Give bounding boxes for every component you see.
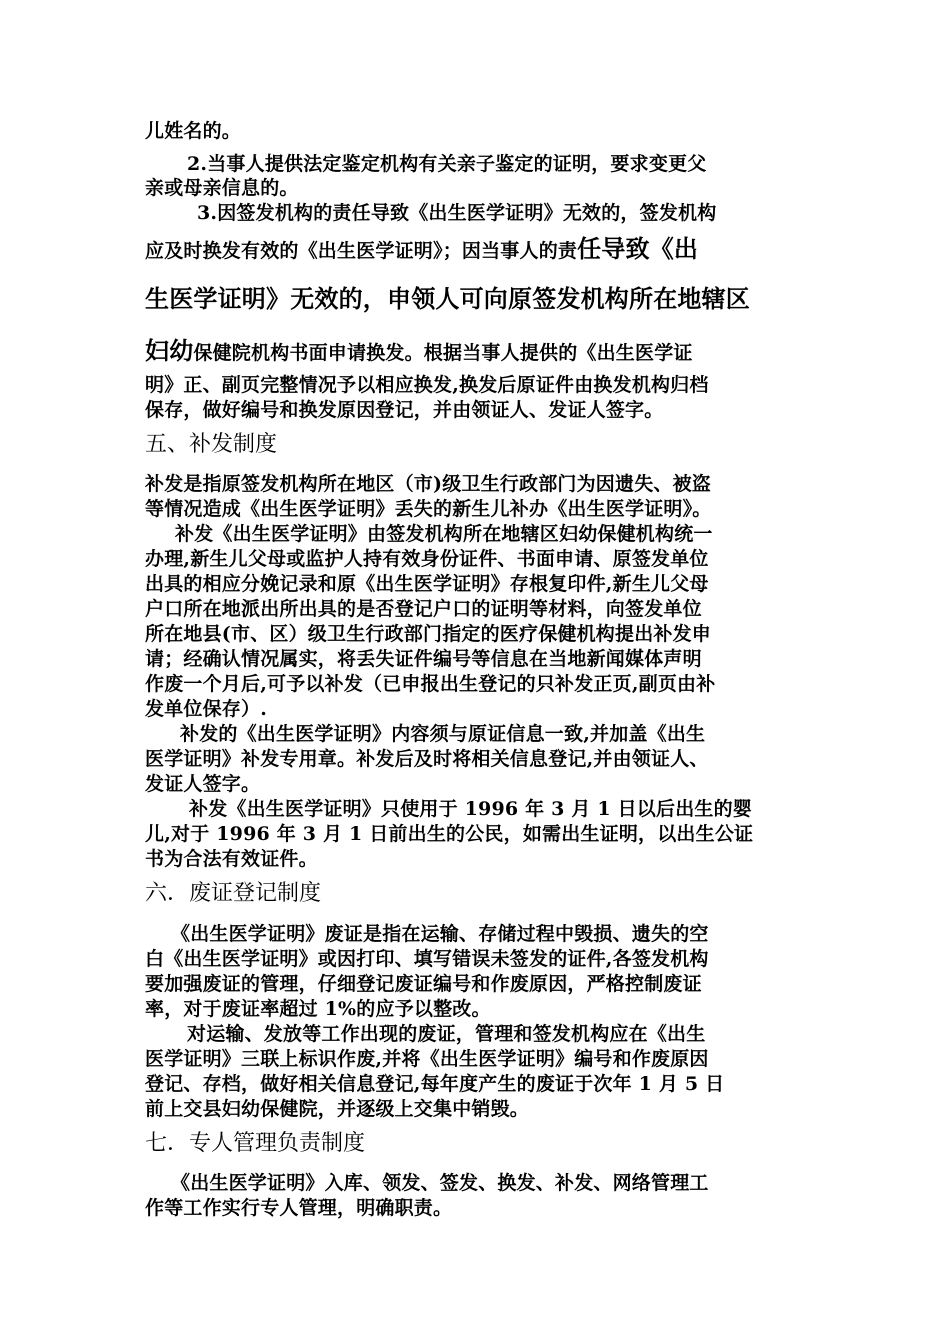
paragraph-line: 明》正、副页完整情况予以相应换发,换发后原证件由换发机构归档 [145,374,709,396]
line-segment: 保健院机构书面申请换发。根据当事人提供的《出生医学证 [193,342,693,364]
paragraph-line: 白《出生医学证明》或因打印、填写错误未签发的证件,各签发机构 [145,948,709,970]
paragraph-line: 出具的相应分娩记录和原《出生医学证明》存根复印件,新生儿父母 [145,573,709,595]
paragraph-line-mixed [145,336,815,366]
paragraph-line: 户口所在地派出所出具的是否登记户口的证明等材料，向签发单位 [145,598,702,620]
paragraph-line: 医学证明》补发专用章。补发后及时将相关信息登记,并由领证人、 [145,748,709,770]
paragraph-line: 发单位保存）. [145,698,268,720]
paragraph-line: 所在地县(市、区）级卫生行政部门指定的医疗保健机构提出补发申 [145,623,711,645]
paragraph-line: 《出生医学证明》入库、领发、签发、换发、补发、网络管理工 [171,1172,709,1194]
paragraph-line: 儿姓名的。 [145,120,242,142]
paragraph-line: 补发是指原签发机构所在地区（市)级卫生行政部门为因遗失、被盗 [145,473,711,495]
paragraph-line: 等情况造成《出生医学证明》丢失的新生儿补办《出生医学证明》。 [145,498,712,520]
paragraph-line: 亲或母亲信息的。 [145,177,299,199]
paragraph-line: 对运输、发放等工作出现的废证，管理和签发机构应在《出生 [187,1023,706,1045]
paragraph-line: 补发《出生医学证明》由签发机构所在地辖区妇幼保健机构统一 [175,523,713,545]
paragraph-line: 发证人签字。 [145,773,261,795]
line-segment-large: 任导致《出 [577,234,699,263]
section-heading-5: 五、补发制度 [145,432,278,457]
paragraph-line: 医学证明》三联上标识作废,并将《出生医学证明》编号和作废原因 [145,1048,709,1070]
paragraph-line: 补发的《出生医学证明》内容须与原证信息一致,并加盖《出生 [180,723,706,745]
paragraph-line: 补发《出生医学证明》只使用于 1996 年 3 月 1 日以后出生的婴 [189,798,753,820]
line-segment-large: 妇幼 [145,336,194,365]
paragraph-line: 儿,对于 1996 年 3 月 1 日前出生的公民，如需出生证明，以出生公证 [145,823,754,845]
paragraph-line: 前上交县妇幼保健院，并逐级上交集中销毁。 [145,1098,530,1120]
paragraph-line-mixed [145,234,815,264]
paragraph-line: 要加强废证的管理，仔细登记废证编号和作废原因，严格控制废证 [145,973,702,995]
paragraph-line: 率，对于废证率超过 1%的应予以整改。 [145,998,491,1020]
section-heading-7: 七．专人管理负责制度 [145,1131,366,1156]
paragraph-line-large: 生医学证明》无效的，申领人可向原签发机构所在地辖区 [145,284,750,313]
section-heading-6: 六．废证登记制度 [145,881,322,906]
paragraph-line: 作废一个月后,可予以补发（已申报出生登记的只补发正页,副页由补 [145,673,716,695]
paragraph-line: 书为合法有效证件。 [145,848,318,870]
paragraph-line: 2.当事人提供法定鉴定机构有关亲子鉴定的证明，要求变更父 [187,153,707,175]
paragraph-line: 请；经确认情况属实，将丢失证件编号等信息在当地新闻媒体声明 [145,648,702,670]
paragraph-line: 办理,新生儿父母或监护人持有效身份证件、书面申请、原签发单位 [145,548,709,570]
line-segment: 应及时换发有效的《出生医学证明》；因当事人的责 [145,240,578,262]
paragraph-line: 作等工作实行专人管理，明确职责。 [145,1197,453,1219]
paragraph-line: 3.因签发机构的责任导致《出生医学证明》无效的，签发机构 [197,202,717,224]
paragraph-line: 保存，做好编号和换发原因登记，并由领证人、发证人签字。 [145,399,664,421]
paragraph-line: 《出生医学证明》废证是指在运输、存储过程中毁损、遗失的空 [171,923,709,945]
paragraph-line: 登记、存档，做好相关信息登记,每年度产生的废证于次年 1 月 5 日 [145,1073,725,1095]
